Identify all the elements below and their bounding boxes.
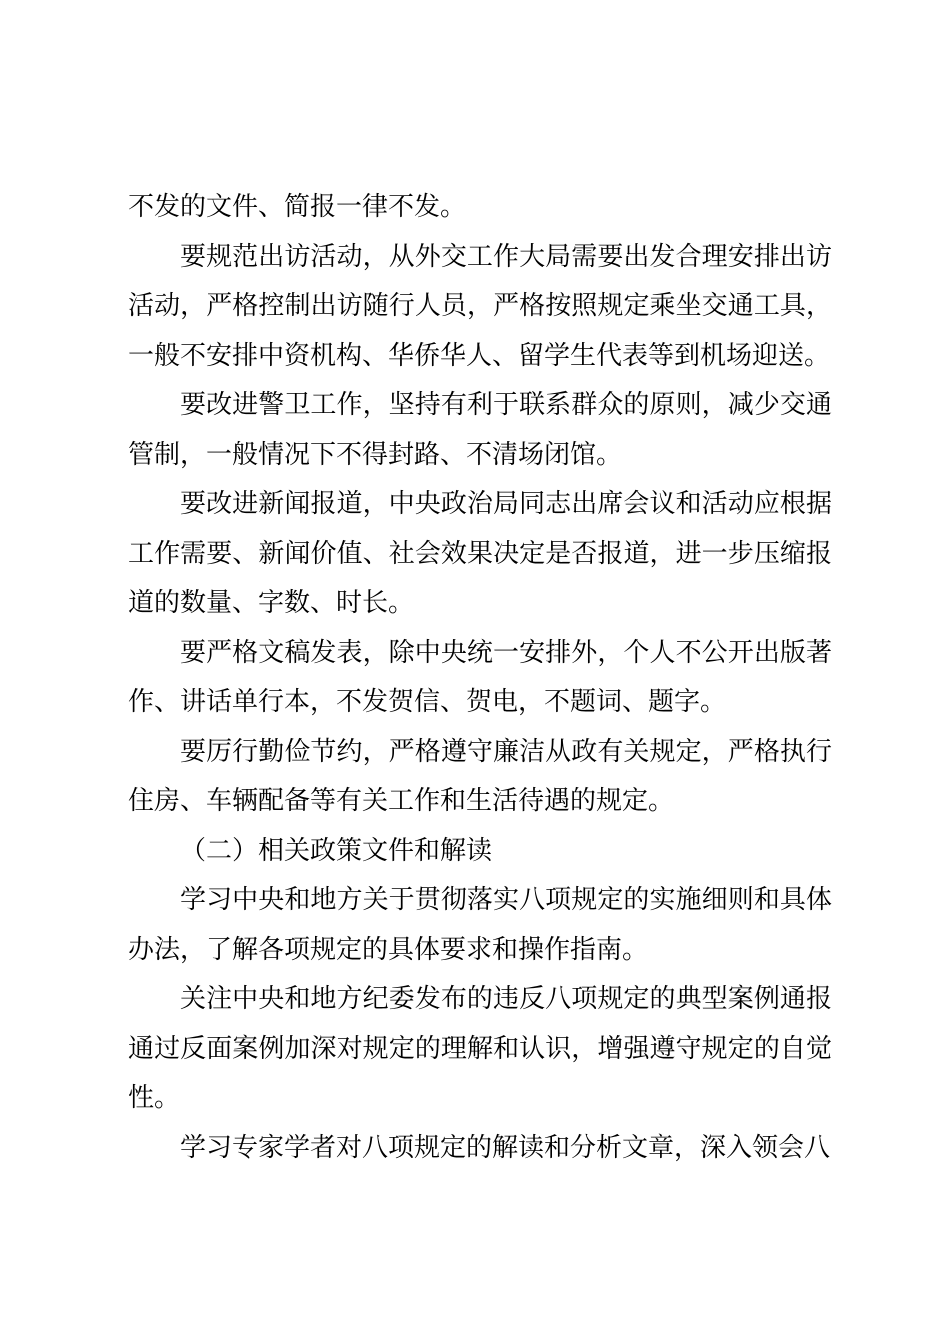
paragraph-news-reporting: 要改进新闻报道，中央政治局同志出席会议和活动应根据工作需要、新闻价值、社会效果决定是否报道，进一步压缩报道的数量、字数、时长。 <box>128 489 832 618</box>
paragraph-implementation-rules: 学习中央和地方关于贯彻落实八项规定的实施细则和具体办法，了解各项规定的具体要求和操作指南。 <box>128 885 832 965</box>
document-body <box>128 183 832 1173</box>
paragraph-thrift: 要厉行勤俭节约，严格遵守廉洁从政有关规定，严格执行住房、车辆配备等有关工作和生活待遇的规定。 <box>128 736 832 816</box>
paragraph-expert-interpretation: 学习专家学者对八项规定的解读和分析文章，深入领会八 <box>180 1132 831 1163</box>
paragraph-continued: 不发的文件、简报一律不发。 <box>128 192 467 222</box>
paragraph-manuscript-publication: 要严格文稿发表，除中央统一安排外，个人不公开出版著作、讲话单行本，不发贺信、贺电，不题词、题字。 <box>128 637 832 717</box>
section-heading: （二）相关政策文件和解读 <box>180 835 493 866</box>
paragraph-security-work: 要改进警卫工作，坚持有利于联系群众的原则，减少交通管制，一般情况下不得封路、不清场闭馆。 <box>128 390 832 470</box>
paragraph-outbound-visits: 要规范出访活动，从外交工作大局需要出发合理安排出访活动，严格控制出访随行人员，严格按照规定乘坐交通工具，一般不安排中资机构、华侨华人、留学生代表等到机场迎送。 <box>128 241 832 371</box>
paragraph-typical-cases: 关注中央和地方纪委发布的违反八项规定的典型案例通报通过反面案例加深对规定的理解和认识，增强遵守规定的自觉性。 <box>128 984 832 1113</box>
